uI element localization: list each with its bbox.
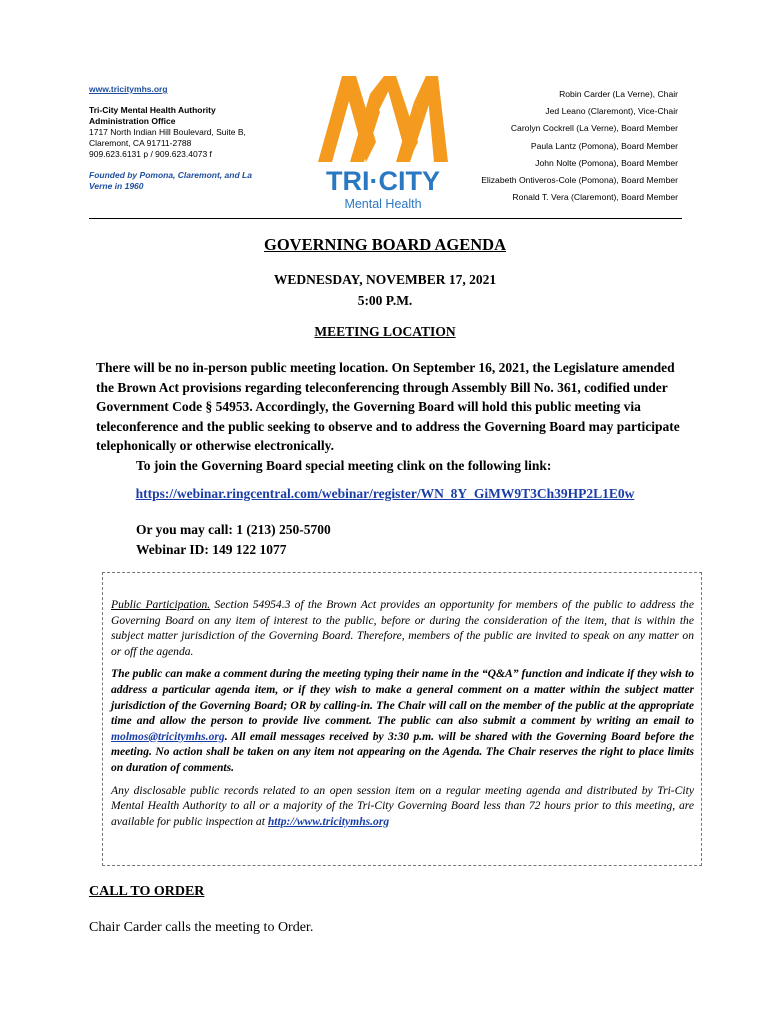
agenda-title: GOVERNING BOARD AGENDA	[263, 235, 507, 254]
logo-name: TRI·CITY	[326, 166, 440, 196]
founded-note: Founded by Pomona, Claremont, and La Verne in 1960	[89, 170, 252, 191]
meeting-date: WEDNESDAY, NOVEMBER 17, 2021	[273, 272, 497, 287]
board-member: Jed Leano (Claremont), Vice-Chair	[545, 106, 678, 117]
comment-text: The public can make a comment during the meeting typing their name in the “Q&A” function and indicate if they wish to address a particular agenda item, or if they wish to make a general comment on a matter within the subject matter jurisdiction of the Governing Board; OR by calling-in. The Chair will call on the member of the public at the appropriate time and allow the person to provide live comment. The public can also submit a comment by writing an email to	[111, 667, 694, 728]
public-participation-text: Section 54954.3 of the Brown Act provides an opportunity for members of the public to address the Governing Board on any item of interest to the public, before or during the consideration of the item, that is within the subject matter jurisdiction of the Governing Board. Therefore, members of the public are invited to speak on any matter on or off the agenda.	[111, 598, 694, 658]
comment-text-end: . All email messages received by 3:30 p.m. will be shared with the Governing Board before the meeting. No action shall be taken on any item not appearing on the Agenda. The Chair reserves the right to place limits on duration of comments.	[111, 729, 694, 774]
public-comment-instructions	[111, 666, 694, 775]
logo-subtitle: Mental Health	[344, 197, 422, 211]
board-member: Robin Carder (La Verne), Chair	[559, 89, 678, 99]
records-text: Any disclosable public records related to an open session item on a regular meeting agenda and distributed by Tri-City Mental Health Authority to all or a majority of the Tri-City Governing Board less than 72 hours prior to this meeting, are available for public inspection at	[111, 783, 694, 828]
header-contact	[89, 84, 289, 192]
logo-mark-icon	[314, 72, 452, 212]
board-member: Carolyn Cockrell (La Verne), Board Member	[510, 123, 678, 134]
phone-fax: 909.623.6131 p / 909.623.4073 f	[89, 149, 212, 159]
join-instructions: To join the Governing Board special meeting clink on the following link:	[136, 458, 552, 473]
board-member: Ronald T. Vera (Claremont), Board Member	[512, 192, 678, 203]
board-member: Paula Lantz (Pomona), Board Member	[530, 140, 678, 151]
call-number: Or you may call: 1 (213) 250-5700	[136, 522, 331, 537]
dial-in-info	[136, 520, 331, 560]
board-members-list	[481, 86, 678, 206]
public-participation-heading: Public Participation.	[111, 598, 211, 611]
org-name: Tri-City Mental Health Authority	[89, 105, 216, 115]
board-member: Elizabeth Ontiveros-Cole (Pomona), Board Member	[481, 175, 678, 186]
website-link[interactable]: www.tricitymhs.org	[89, 84, 168, 94]
board-member: John Nolte (Pomona), Board Member	[535, 157, 678, 168]
call-to-order-heading: CALL TO ORDER	[89, 884, 205, 899]
email-link[interactable]: molmos@tricitymhs.org	[111, 729, 225, 743]
meeting-location-heading: MEETING LOCATION	[314, 324, 456, 339]
website-records-link[interactable]: http://www.tricitymhs.org	[267, 814, 390, 828]
public-records-note	[111, 783, 694, 830]
meeting-location-text: There will be no in-person public meeting location. On September 16, 2021, the Legislature amended the Brown Act provisions regarding teleconferencing through Assembly Bill No. 361, codified under Government Code § 54953. Accordingly, the Governing Board will hold this public meeting via teleconference and the public seeking to observe and to address the Governing Board may participate telephonically or otherwise electronically.	[96, 360, 680, 453]
webinar-id: Webinar ID: 149 122 1077	[136, 542, 287, 557]
call-to-order-text: Chair Carder calls the meeting to Order.	[89, 920, 314, 935]
address-line-2: Claremont, CA 91711-2788	[89, 138, 192, 148]
header-divider	[89, 218, 682, 219]
webinar-link[interactable]: https://webinar.ringcentral.com/webinar/register/WN_8Y_GiMW9T3Ch39HP2L1E0w	[135, 486, 635, 501]
office-name: Administration Office	[89, 116, 176, 126]
meeting-time: 5:00 P.M.	[357, 293, 413, 308]
address-line-1: 1717 North Indian Hill Boulevard, Suite B,	[89, 127, 246, 137]
public-participation-intro	[111, 597, 694, 659]
public-participation-box	[102, 572, 702, 866]
tri-city-logo	[314, 72, 452, 212]
